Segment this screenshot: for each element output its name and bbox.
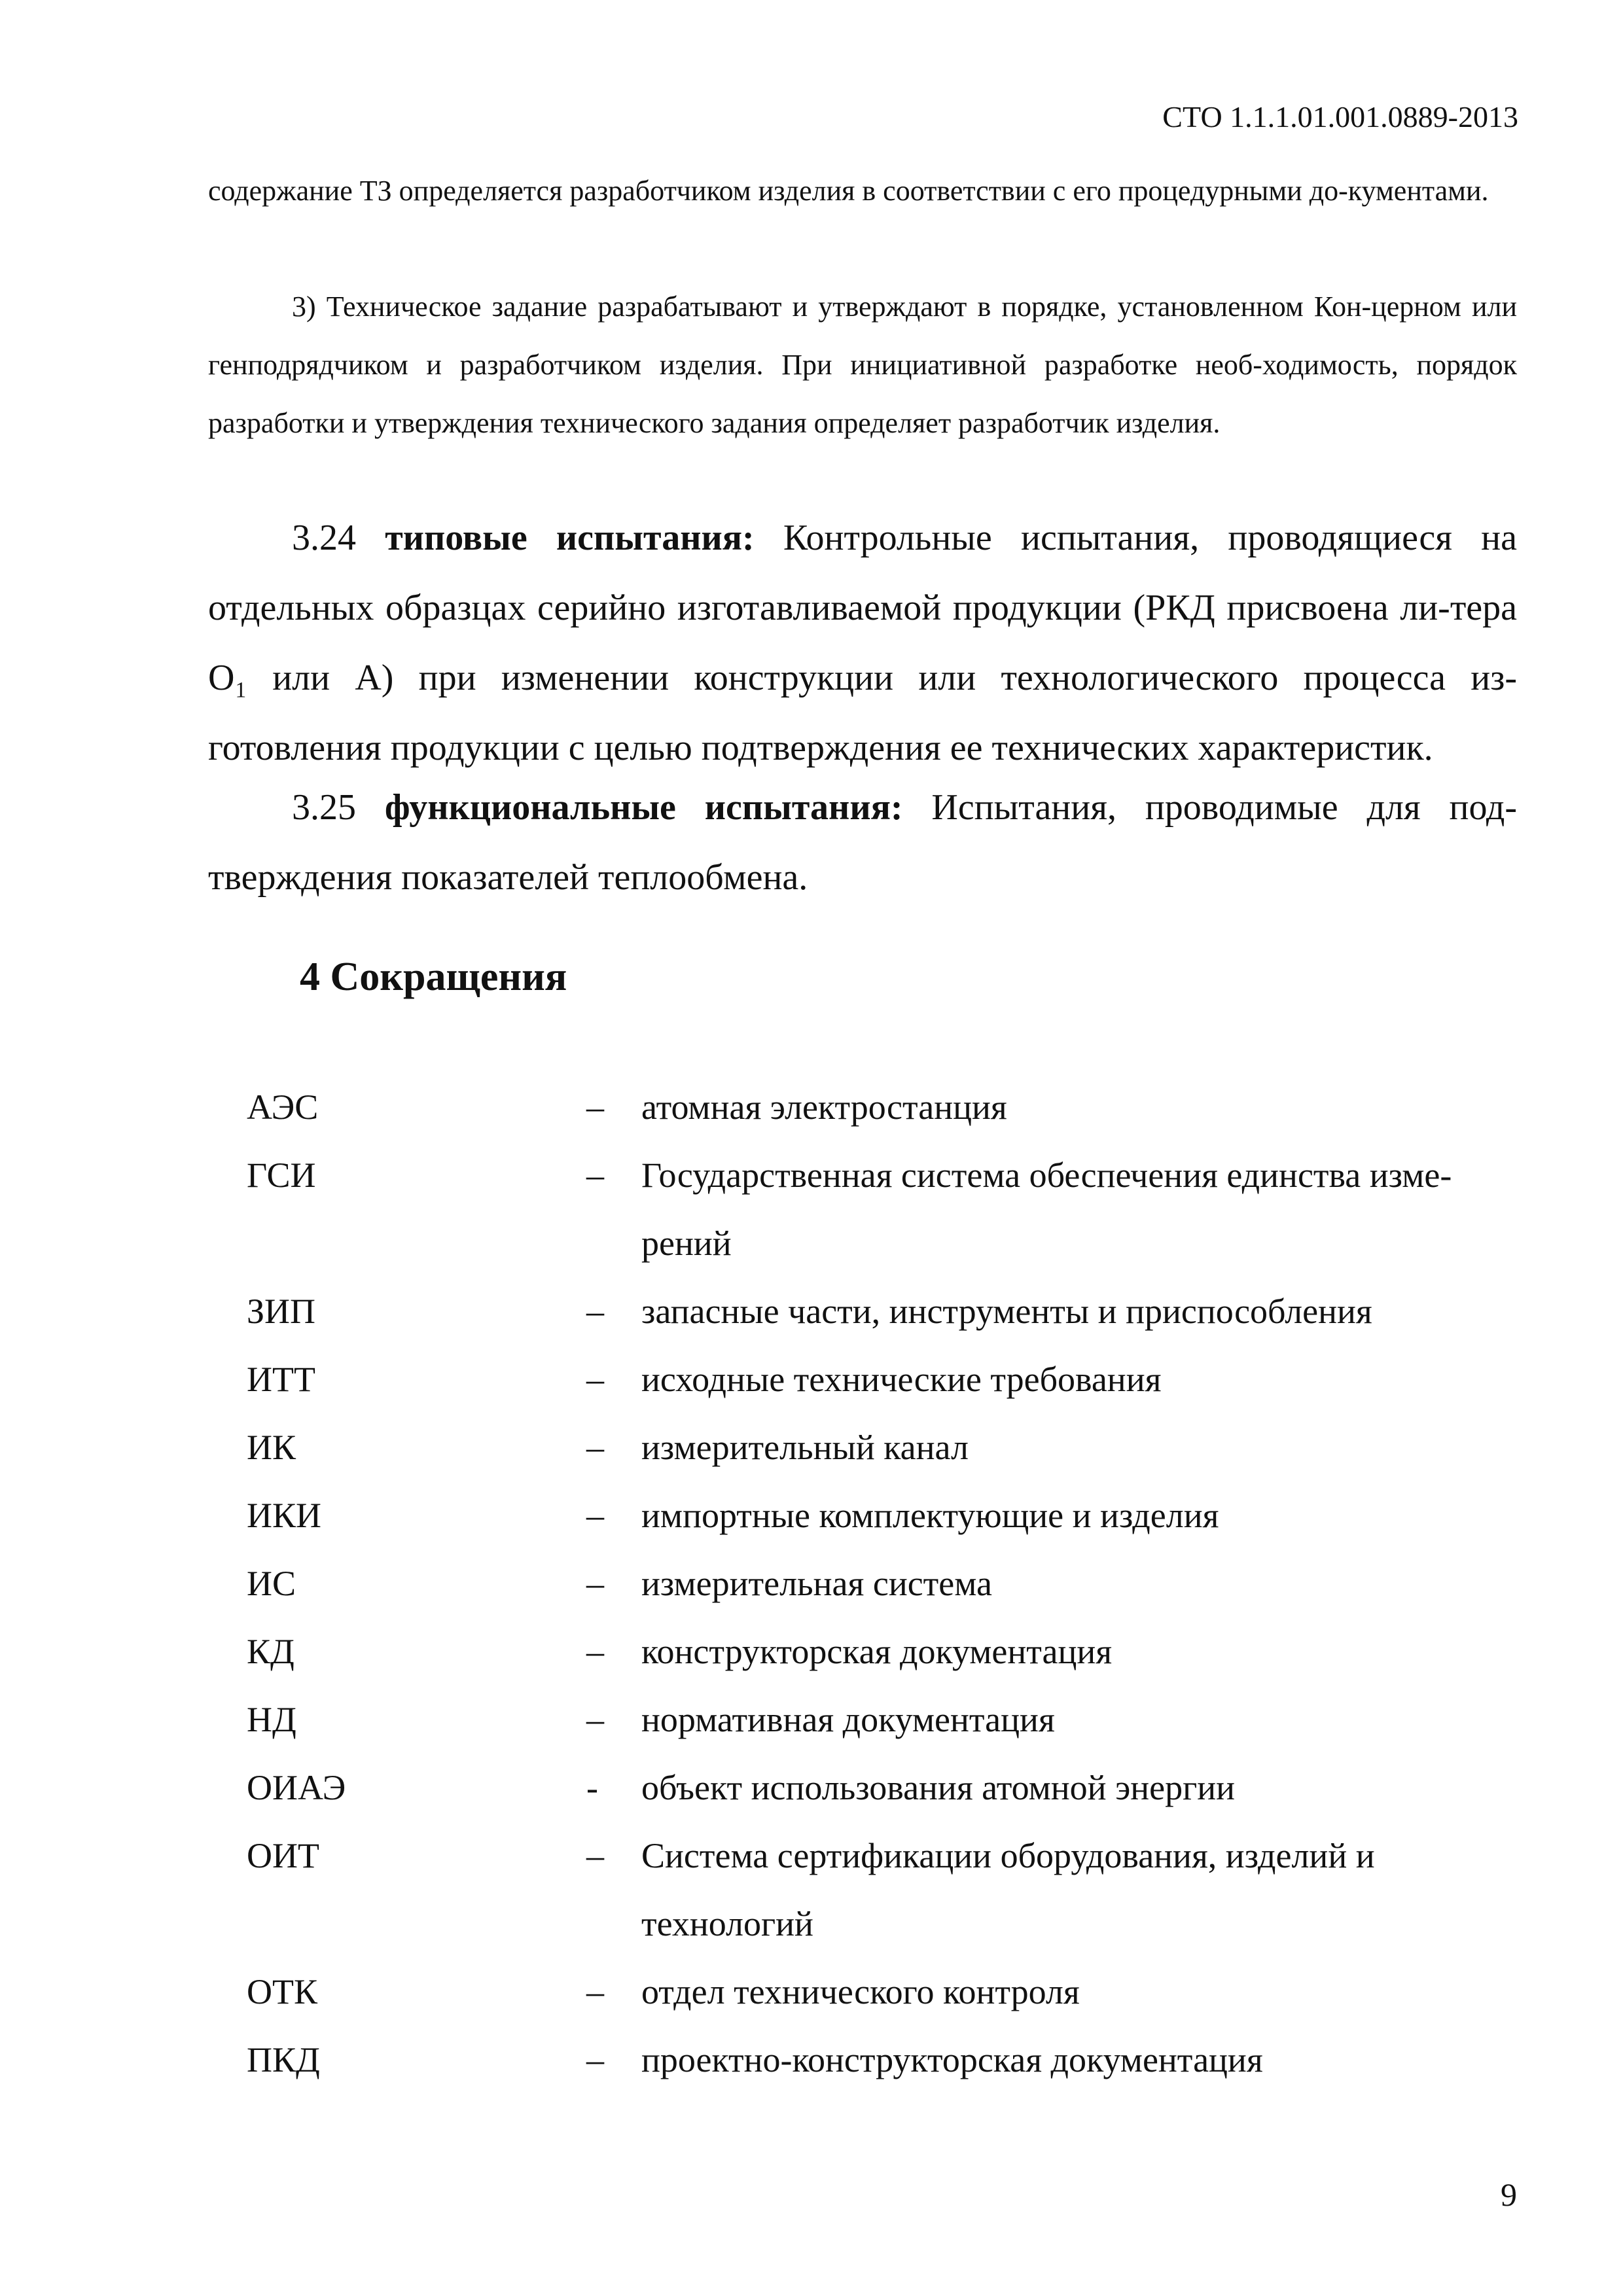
page-number: 9 bbox=[1501, 2176, 1517, 2213]
abbreviation-code: ГСИ bbox=[247, 1156, 316, 1195]
abbreviation-dash: - bbox=[586, 1768, 598, 1807]
abbreviation-row bbox=[0, 1617, 1623, 1686]
abbreviation-dash: – bbox=[586, 1360, 604, 1399]
abbreviation-dash: – bbox=[586, 1836, 604, 1875]
abbreviation-definition: исходные технические требования bbox=[641, 1360, 1162, 1399]
definition-term: функциональные испытания: bbox=[384, 787, 903, 828]
abbreviation-code: АЭС bbox=[247, 1087, 319, 1127]
abbreviation-dash: – bbox=[586, 1564, 604, 1603]
abbreviation-code: КД bbox=[247, 1632, 294, 1671]
abbreviation-dash: – bbox=[586, 1632, 604, 1671]
abbreviation-code: ИКИ bbox=[247, 1496, 322, 1535]
abbreviation-code: НД bbox=[247, 1700, 296, 1739]
definition-term: типовые испытания: bbox=[385, 518, 755, 558]
abbreviation-code: ОИАЭ bbox=[247, 1768, 346, 1807]
abbreviation-dash: – bbox=[586, 1156, 604, 1195]
abbreviation-definition: Государственная система обеспечения единства изме-рений bbox=[641, 1156, 1452, 1263]
abbreviation-code: ИС bbox=[247, 1564, 296, 1603]
abbreviation-definition: объект использования атомной энергии bbox=[641, 1768, 1236, 1807]
abbreviation-definition: Система сертификации оборудования, изделий и технологий bbox=[641, 1836, 1375, 1943]
abbreviation-row bbox=[0, 1345, 1623, 1413]
paragraph-tz-approval bbox=[208, 277, 1517, 452]
abbreviation-code: ИК bbox=[247, 1428, 296, 1467]
paragraph-text: 3) Техническое задание разрабатывают и утверждают в порядке, установленном Кон-церном или генподрядчиком и разработчиком изделия. При инициативной разработке необ-ходимость, порядок разработки и утверждения технического задания определяет разработчик изделия. bbox=[208, 291, 1517, 439]
definition-text: Контрольные испытания, проводящиеся на отдельных образцах серийно изготавливаемой продукции (РКД присвоена ли-тера О₁ или А) при изменении конструкции или технологического процесса из-готовления продукции с целью подтверждения ее технических характеристик. bbox=[208, 518, 1518, 768]
abbreviation-definition: конструкторская документация bbox=[641, 1632, 1113, 1671]
abbreviation-row bbox=[0, 1754, 1623, 1822]
abbreviation-dash: – bbox=[586, 1428, 604, 1467]
abbreviation-code: ОИТ bbox=[247, 1836, 319, 1875]
abbreviation-row bbox=[0, 2026, 1623, 2094]
abbreviation-definition: импортные комплектующие и изделия bbox=[641, 1496, 1219, 1535]
abbreviation-list bbox=[0, 1073, 1623, 2094]
definition-number: 3.25 bbox=[292, 787, 356, 828]
abbreviation-definition: атомная электростанция bbox=[641, 1087, 1007, 1127]
abbreviation-dash: – bbox=[586, 1496, 604, 1535]
definition-3-25 bbox=[208, 773, 1517, 913]
definition-number: 3.24 bbox=[292, 518, 356, 558]
abbreviation-row bbox=[0, 1958, 1623, 2026]
abbreviation-code: ИТТ bbox=[247, 1360, 315, 1399]
abbreviation-dash: – bbox=[586, 2040, 604, 2079]
abbreviation-definition: проектно-конструкторская документация bbox=[641, 2040, 1263, 2079]
abbreviation-row bbox=[0, 1073, 1623, 1141]
abbreviation-row bbox=[0, 1413, 1623, 1481]
abbreviation-row bbox=[0, 1481, 1623, 1549]
abbreviation-dash: – bbox=[586, 1972, 604, 2011]
abbreviation-row bbox=[0, 1686, 1623, 1754]
section-title: 4 Сокращения bbox=[300, 955, 567, 999]
document-code: СТО 1.1.1.01.001.0889-2013 bbox=[1162, 100, 1518, 133]
abbreviation-code: ЗИП bbox=[247, 1292, 316, 1331]
definition-text: Испытания, проводимые для под-тверждения показателей теплообмена. bbox=[208, 787, 1518, 898]
abbreviation-row bbox=[0, 1141, 1623, 1277]
abbreviation-definition: измерительная система bbox=[641, 1564, 993, 1603]
abbreviation-definition: нормативная документация bbox=[641, 1700, 1055, 1739]
abbreviation-code: ПКД bbox=[247, 2040, 320, 2079]
abbreviation-code: ОТК bbox=[247, 1972, 317, 2011]
abbreviation-definition: запасные части, инструменты и приспособления bbox=[641, 1292, 1372, 1331]
abbreviation-row bbox=[0, 1822, 1623, 1958]
abbreviation-definition: отдел технического контроля bbox=[641, 1972, 1080, 2011]
abbreviation-definition: измерительный канал bbox=[641, 1428, 969, 1467]
abbreviation-row bbox=[0, 1549, 1623, 1617]
abbreviation-dash: – bbox=[586, 1700, 604, 1739]
paragraph-tz-content: содержание ТЗ определяется разработчиком изделия в соответствии с его процедурными до-кументами. bbox=[208, 175, 1489, 207]
definition-3-24 bbox=[208, 503, 1517, 783]
abbreviation-row bbox=[0, 1277, 1623, 1345]
abbreviation-dash: – bbox=[586, 1292, 604, 1331]
abbreviation-dash: – bbox=[586, 1087, 604, 1127]
